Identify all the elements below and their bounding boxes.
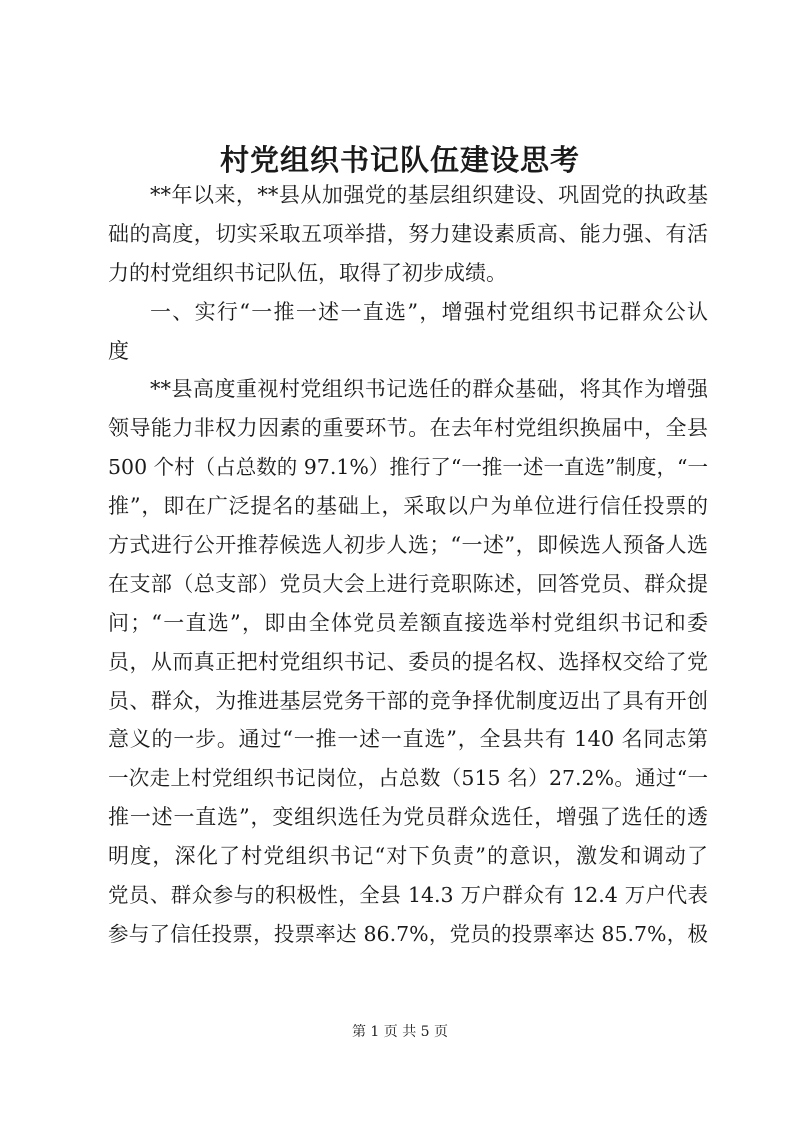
text-line: 党员、群众参与的积极性，全县 14.3 万户群众有 12.4 万户代表 (108, 883, 708, 908)
text-line: 一次走上村党组织书记岗位，占总数（515 名）27.2%。通过“一 (108, 766, 708, 791)
text-line: 在支部（总支部）党员大会上进行竞职陈述，回答党员、群众提 (108, 571, 708, 596)
text-line: 力的村党组织书记队伍，取得了初步成绩。 (108, 260, 507, 285)
page-footer: 第 1 页 共 5 页 (351, 1024, 449, 1040)
text-line: 方式进行公开推荐候选人初步人选；“一述”，即候选人预备人选 (108, 533, 708, 558)
text-line: **年以来，**县从加强党的基层组织建设、巩固党的执政基 (150, 183, 708, 207)
text-line: **县高度重视村党组织书记选任的群众基础，将其作为增强 (150, 377, 708, 402)
text-line: 领导能力非权力因素的重要环节。在去年村党组织换届中，全县 (108, 416, 708, 441)
document-body (108, 176, 708, 954)
section-heading-line: 度 (108, 338, 129, 363)
text-line: 问；“一直选”，即由全体党员差额直接选举村党组织书记和委 (108, 610, 708, 635)
text-line: 础的高度，切实采取五项举措，努力建设素质高、能力强、有活 (108, 221, 708, 246)
text-line: 推一述一直选”，变组织选任为党员群众选任，增强了选任的透 (108, 805, 708, 830)
text-line: 员，从而真正把村党组织书记、委员的提名权、选择权交给了党 (108, 649, 708, 674)
text-line: 明度，深化了村党组织书记“对下负责”的意识，激发和调动了 (108, 844, 708, 869)
text-line: 员、群众，为推进基层党务干部的竞争择优制度迈出了具有开创 (108, 688, 708, 713)
document-title: 村党组织书记队伍建设思考 (219, 143, 580, 177)
text-line: 推”，即在广泛提名的基础上，采取以户为单位进行信任投票的 (108, 494, 708, 519)
text-line: 意义的一步。通过“一推一述一直选”，全县共有 140 名同志第 (108, 727, 708, 752)
text-line: 500 个村（占总数的 97.1%）推行了“一推一述一直选”制度，“一 (108, 455, 708, 480)
text-line: 参与了信任投票，投票率达 86.7%，党员的投票率达 85.7%，极 (108, 921, 708, 946)
section-heading-line: 一、实行“一推一述一直选”，增强村党组织书记群众公认 (150, 299, 708, 324)
